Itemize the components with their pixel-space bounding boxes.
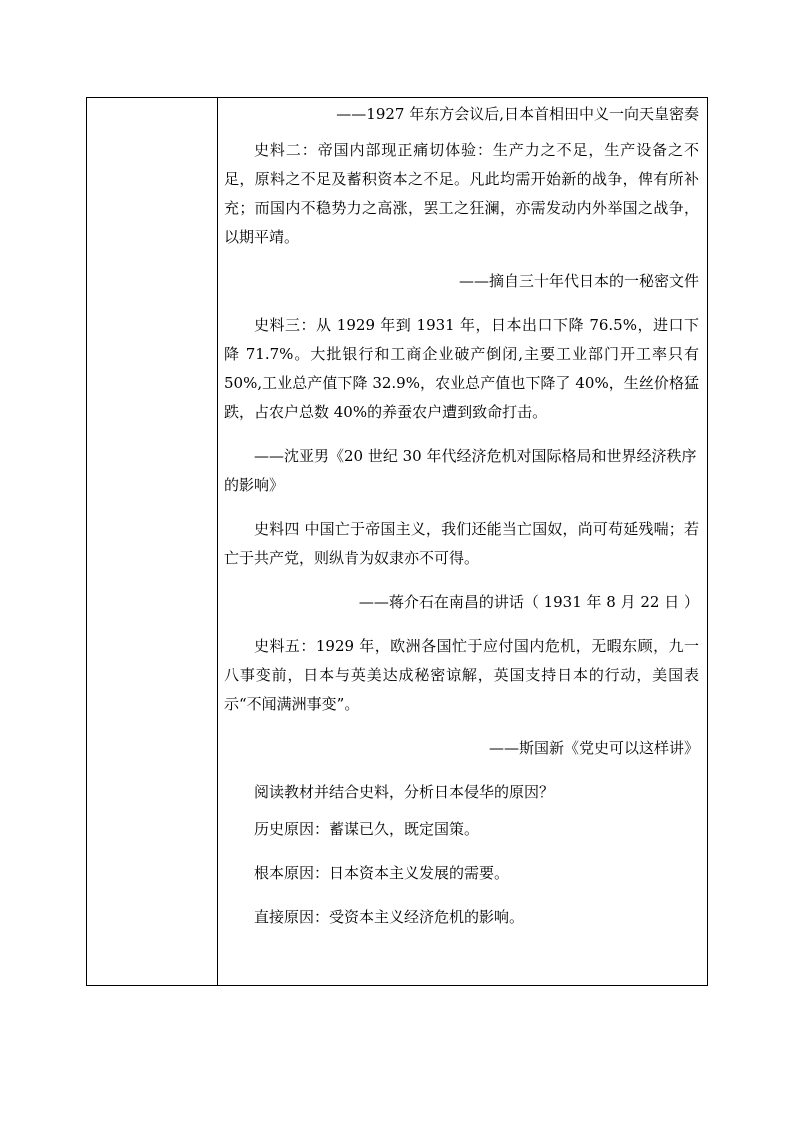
source5-text: 史料五：1929 年，欧洲各国忙于应付国内危机，无暇东顾，九一八事变前，日本与英美达成秘密谅解，英国支持日本的行动，美国表示“不闻满洲事变”。 xyxy=(224,637,699,713)
source5-attribution: ——斯国新《党史可以这样讲》 xyxy=(488,739,699,757)
source3-attribution: ——沈亚男《20 世纪 30 年代经济危机对国际格局和世界经济秩序的影响》 xyxy=(224,447,697,494)
lesson-table xyxy=(86,97,708,986)
reason-historical: 历史原因：蓄谋已久，既定国策。 xyxy=(254,820,480,838)
source1-attribution: ——1927 年东方会议后,日本首相田中义一向天皇密奏 xyxy=(336,105,699,123)
source4-text: 史料四 中国亡于帝国主义，我们还能当亡国奴，尚可苟延残喘；若亡于共产党，则纵肯为奴隶亦不可得。 xyxy=(224,520,699,567)
source2-text: 史料二：帝国内部现正痛切体验：生产力之不足，生产设备之不足，原料之不足及蓄积资本之不足。凡此均需开始新的战争，俾有所补充；而国内不稳势力之高涨，罢工之狂澜，亦需发动内外举国之战争，以期平靖。 xyxy=(224,141,699,246)
analysis-question: 阅读教材并结合史料，分析日本侵华的原因？ xyxy=(254,783,555,801)
reason-direct: 直接原因：受资本主义经济危机的影响。 xyxy=(254,908,525,926)
content-cell xyxy=(218,98,707,985)
reason-fundamental: 根本原因：日本资本主义发展的需要。 xyxy=(254,864,510,882)
source2-attribution: ——摘自三十年代日本的一秘密文件 xyxy=(458,272,699,290)
source3-text: 史料三：从 1929 年到 1931 年，日本出口下降 76.5%，进口下降 71.7%。大批银行和工商企业破产倒闭,主要工业部门开工率只有 50%,工业总产值下降 32.9%，农业总产值也下降了 40%，生丝价格猛跌，占农户总数 40%的养蚕农户遭到致命打击。 xyxy=(224,316,699,421)
source4-attribution: ——蒋介石在南昌的讲话（ 1931 年 8 月 22 日 ） xyxy=(358,593,699,611)
